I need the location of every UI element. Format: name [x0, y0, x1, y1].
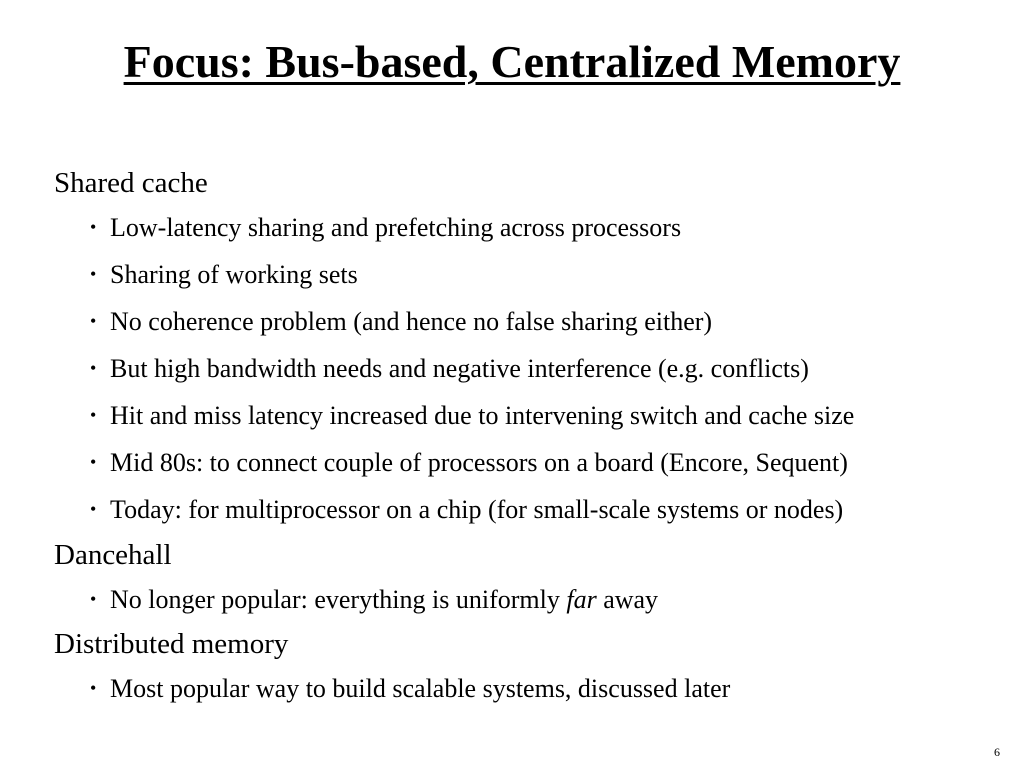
- bullet-icon: •: [90, 358, 97, 378]
- emphasis-text: far: [566, 585, 597, 614]
- list-item-text: But high bandwidth needs and negative interference (e.g. conflicts): [110, 354, 809, 383]
- list-item: [54, 392, 1019, 439]
- section-heading: Shared cache: [54, 167, 208, 199]
- bullet-list: [54, 576, 1019, 623]
- bullet-icon: •: [90, 499, 97, 519]
- bullet-icon: •: [90, 264, 97, 284]
- list-item: [54, 665, 1019, 712]
- list-item-text: No coherence problem (and hence no false sharing either): [110, 307, 713, 336]
- bullet-list: [54, 204, 1019, 533]
- list-item-text: Most popular way to build scalable systems, discussed later: [110, 674, 731, 703]
- list-item: [54, 576, 1019, 623]
- list-item-text: Sharing of working sets: [110, 260, 358, 289]
- bullet-icon: •: [90, 311, 97, 331]
- slide-title: Focus: Bus-based, Centralized Memory: [123, 36, 901, 87]
- section-shared-cache: [54, 162, 1019, 533]
- bullet-icon: •: [90, 452, 97, 472]
- section-distributed-memory: [54, 623, 1019, 712]
- list-item-text: Low-latency sharing and prefetching across processors: [110, 213, 682, 242]
- slide-content: [54, 162, 1019, 712]
- list-item: [54, 298, 1019, 345]
- page-number: 6: [994, 745, 1000, 759]
- bullet-list: [54, 665, 1019, 712]
- section-heading: Dancehall: [54, 539, 172, 571]
- bullet-icon: •: [90, 589, 97, 609]
- text-after-emphasis: away: [596, 585, 659, 614]
- list-item-text: [110, 585, 658, 614]
- list-item-text: Hit and miss latency increased due to intervening switch and cache size: [110, 401, 855, 430]
- list-item-text: Today: for multiprocessor on a chip (for small-scale systems or nodes): [110, 495, 844, 524]
- list-item-text: Mid 80s: to connect couple of processors on a board (Encore, Sequent): [110, 448, 848, 477]
- bullet-icon: •: [90, 405, 97, 425]
- list-item: [54, 345, 1019, 392]
- bullet-icon: •: [90, 678, 97, 698]
- list-item: [54, 486, 1019, 533]
- list-item: [54, 204, 1019, 251]
- section-heading: Distributed memory: [54, 628, 289, 660]
- list-item: [54, 439, 1019, 486]
- text-before-emphasis: No longer popular: everything is uniformly: [110, 585, 567, 614]
- list-item: [54, 251, 1019, 298]
- section-dancehall: [54, 534, 1019, 623]
- bullet-icon: •: [90, 217, 97, 237]
